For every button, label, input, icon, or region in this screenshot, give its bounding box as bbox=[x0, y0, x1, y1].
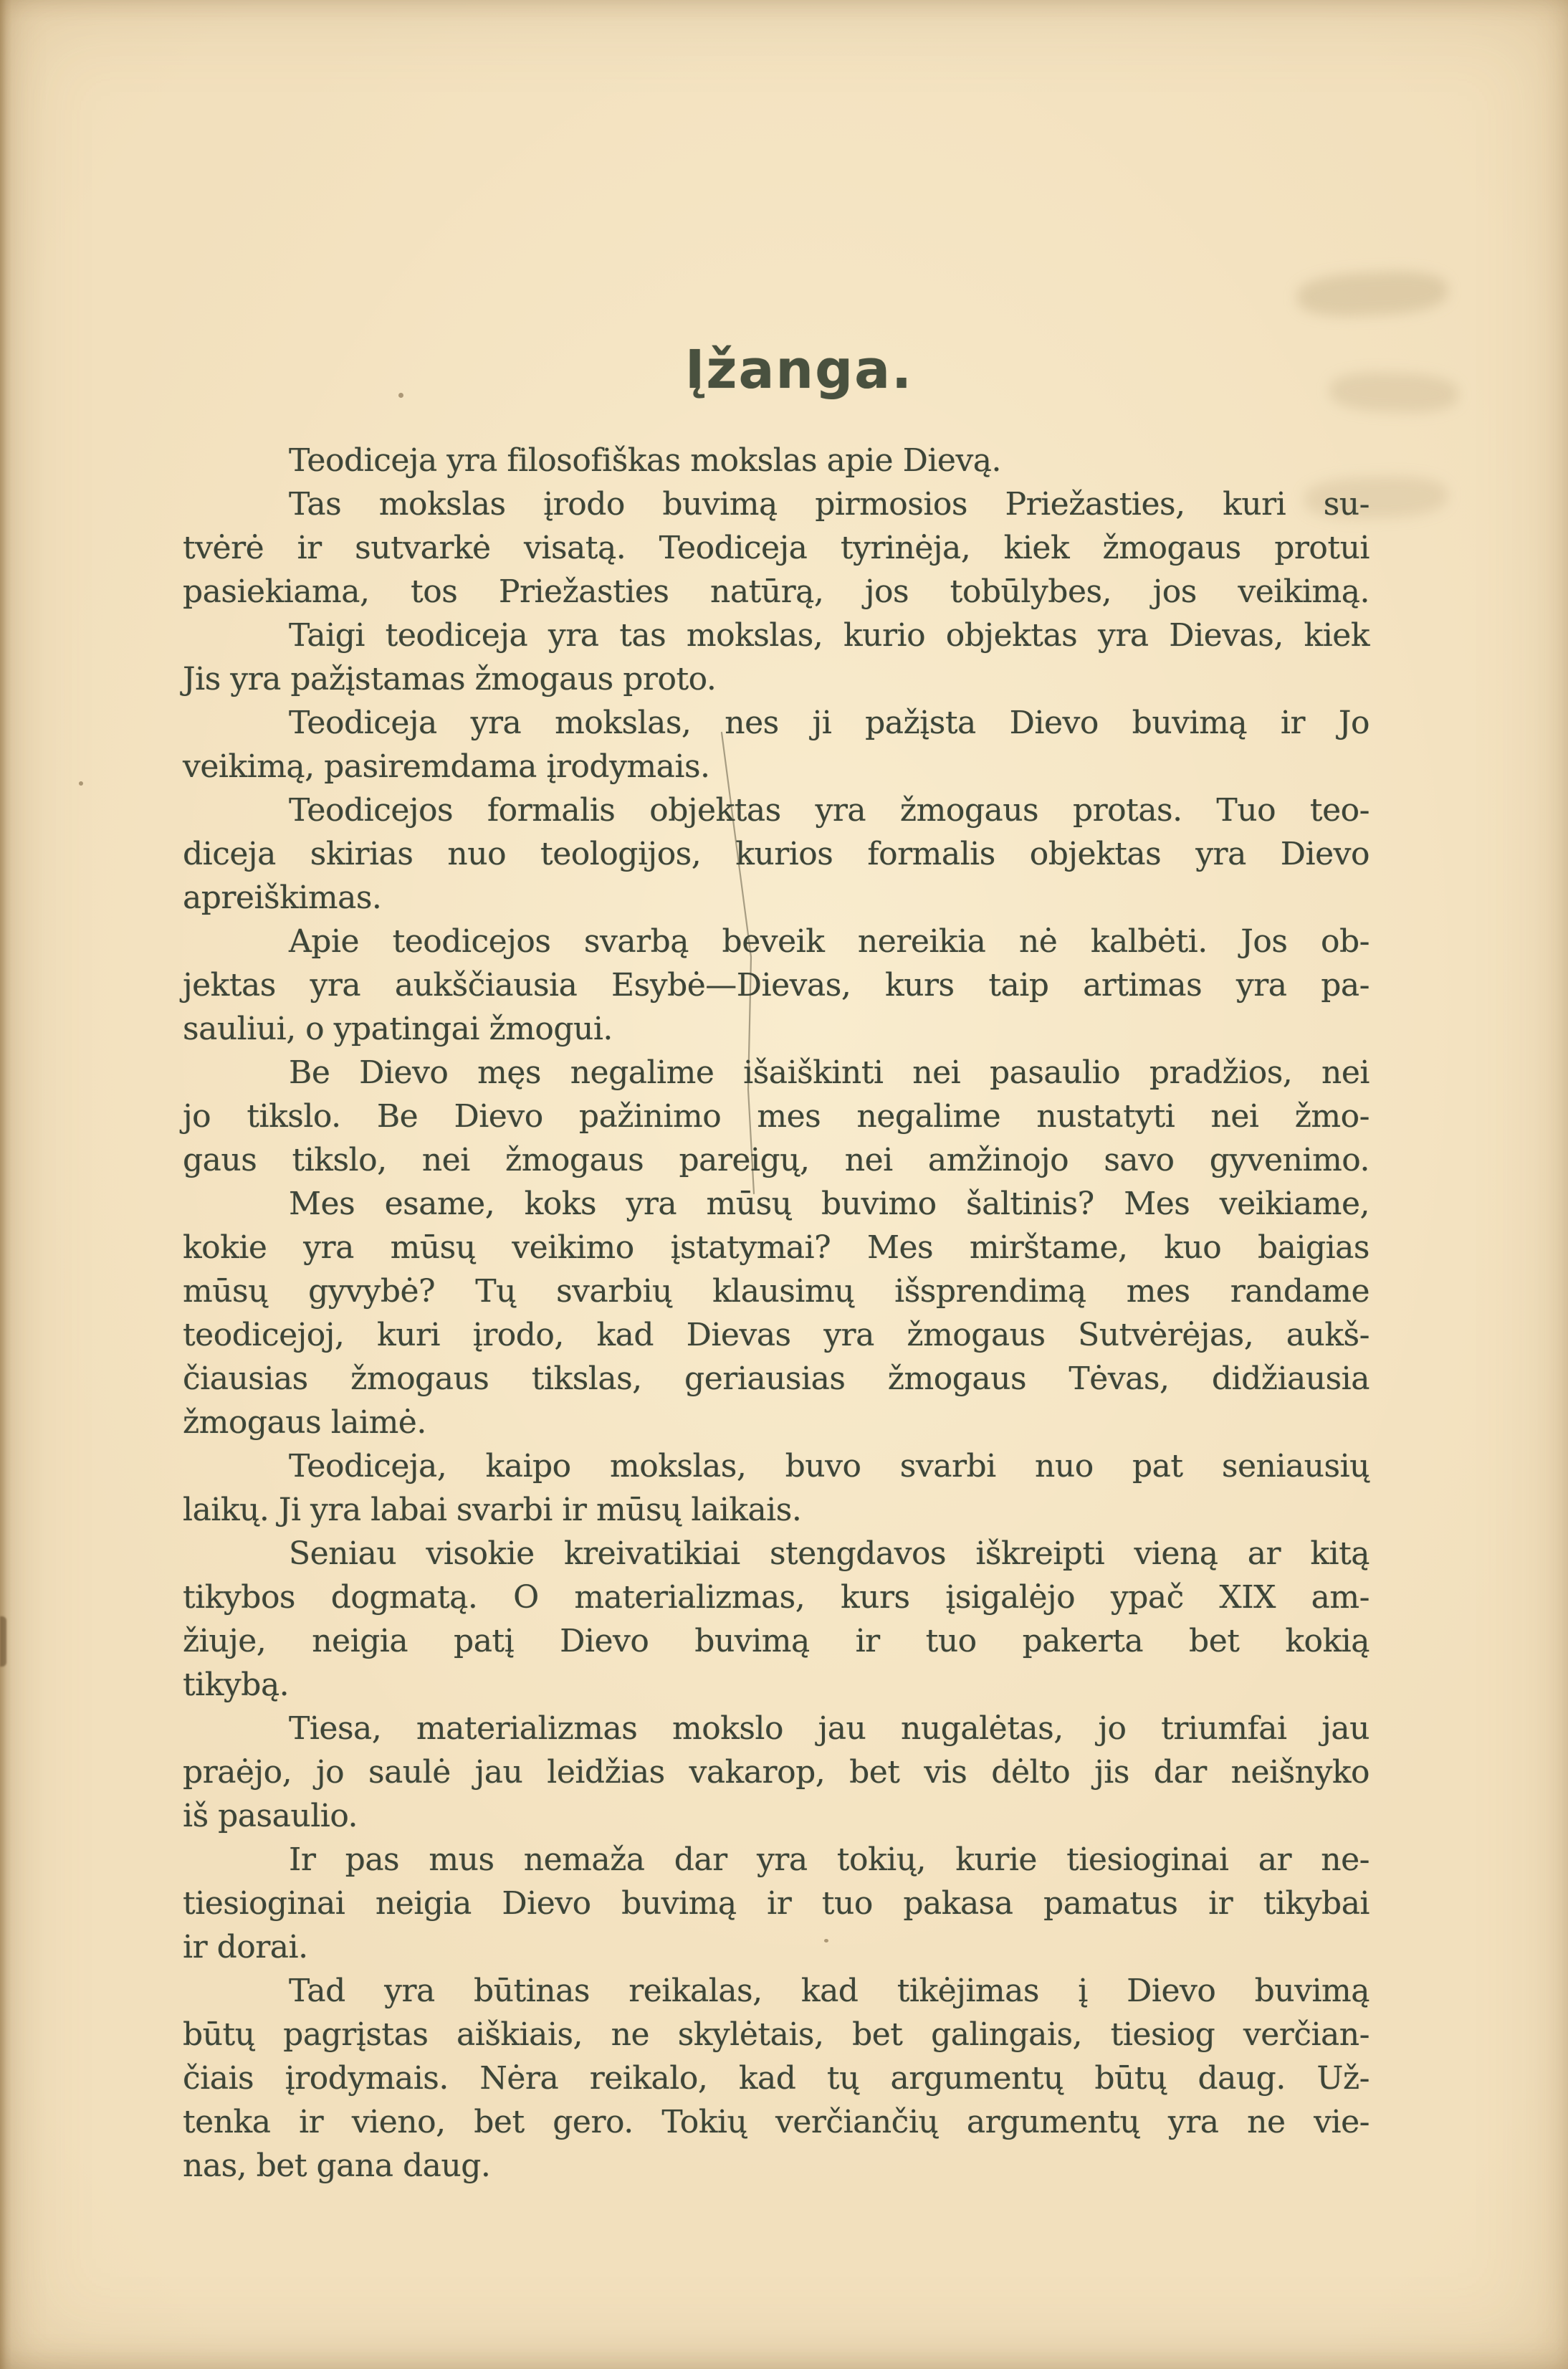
paragraph bbox=[183, 439, 1369, 482]
text-line: būtų pagrįstas aiškiais, ne skylėtais, bet galingais, tiesiog verčian- bbox=[183, 2016, 1369, 2053]
text-line: kokie yra mūsų veikimo įstatymai? Mes mirštame, kuo baigias bbox=[183, 1229, 1369, 1266]
text-line: Tad yra būtinas reikalas, kad tikėjimas į Dievo buvimą bbox=[289, 1973, 1369, 2009]
paragraph bbox=[183, 1707, 1369, 1838]
text-line: čiais įrodymais. Nėra reikalo, kad tų argumentų būtų daug. Už- bbox=[183, 2060, 1369, 2097]
text-line: Teodiceja, kaipo mokslas, buvo svarbi nuo pat seniausių bbox=[289, 1448, 1369, 1484]
text-line: tvėrė ir sutvarkė visatą. Teodiceja tyrinėja, kiek žmogaus protui bbox=[183, 530, 1369, 566]
page-left-edge-shadow bbox=[0, 0, 11, 2369]
text-line: diceja skirias nuo teologijos, kurios formalis objektas yra Dievo bbox=[183, 836, 1369, 872]
paragraph bbox=[183, 701, 1369, 788]
paragraph bbox=[183, 482, 1369, 614]
text-line: Apie teodicejos svarbą beveik nereikia nė kalbėti. Jos ob- bbox=[289, 923, 1369, 960]
text-line: pasiekiama, tos Priežasties natūrą, jos tobūlybes, jos veikimą. bbox=[183, 573, 1369, 610]
paragraph bbox=[183, 788, 1369, 920]
text-line: jo tikslo. Be Dievo pažinimo mes negalime nustatyti nei žmo- bbox=[183, 1098, 1369, 1135]
paragraph bbox=[183, 1969, 1369, 2188]
text-line: tikybos dogmatą. O materializmas, kurs įsigalėjo ypač XIX am- bbox=[183, 1579, 1369, 1616]
text-line: Seniau visokie kreivatikiai stengdavos iškreipti vieną ar kitą bbox=[289, 1535, 1369, 1572]
text-line: Mes esame, koks yra mūsų buvimo šaltinis? Mes veikiame, bbox=[289, 1186, 1369, 1222]
text-line: praėjo, jo saulė jau leidžias vakarop, bet vis dėlto jis dar neišnyko bbox=[183, 1754, 1369, 1791]
text-line: teodicejoj, kuri įrodo, kad Dievas yra žmogaus Sutvėrėjas, aukš- bbox=[183, 1317, 1369, 1353]
paragraph bbox=[183, 614, 1369, 701]
text-line: apreiškimas. bbox=[183, 880, 382, 916]
text-line: Teodiceja yra filosofiškas mokslas apie Dievą. bbox=[289, 442, 1002, 479]
text-line: laikų. Ji yra labai svarbi ir mūsų laikais. bbox=[183, 1492, 802, 1528]
paragraph bbox=[183, 1444, 1369, 1532]
text-line: ir dorai. bbox=[183, 1929, 308, 1965]
text-line: tikybą. bbox=[183, 1667, 290, 1703]
text-line: jektas yra aukščiausia Esybė—Dievas, kurs taip artimas yra pa- bbox=[183, 967, 1369, 1004]
paragraph bbox=[183, 1051, 1369, 1182]
text-line: tenka ir vieno, bet gero. Tokių verčiančių argumentų yra ne vie- bbox=[183, 2104, 1369, 2140]
text-line: Taigi teodiceja yra tas mokslas, kurio objektas yra Dievas, kiek bbox=[289, 617, 1369, 654]
paragraph bbox=[183, 1532, 1369, 1707]
text-line: nas, bet gana daug. bbox=[183, 2148, 491, 2184]
text-line: čiausias žmogaus tikslas, geriausias žmogaus Tėvas, didžiausia bbox=[183, 1360, 1369, 1397]
text-line: Tiesa, materializmas mokslo jau nugalėtas, jo triumfai jau bbox=[289, 1710, 1369, 1747]
paragraph bbox=[183, 1838, 1369, 1969]
text-line: Teodicejos formalis objektas yra žmogaus protas. Tuo teo- bbox=[289, 792, 1369, 829]
text-line: gaus tikslo, nei žmogaus pareigų, nei amžinojo savo gyvenimo. bbox=[183, 1142, 1369, 1178]
text-line: sauliui, o ypatingai žmogui. bbox=[183, 1011, 613, 1047]
body-text bbox=[183, 439, 1369, 2188]
bleedthrough-artifact bbox=[1296, 269, 1449, 320]
paper-speck bbox=[79, 781, 83, 786]
paragraph bbox=[183, 1182, 1369, 1444]
text-line: mūsų gyvybė? Tų svarbių klausimų išsprendimą mes randame bbox=[183, 1273, 1369, 1310]
text-line: Jis yra pažįstamas žmogaus proto. bbox=[183, 661, 717, 697]
text-line: žmogaus laimė. bbox=[183, 1404, 426, 1441]
text-line: Be Dievo męs negalime išaiškinti nei pasaulio pradžios, nei bbox=[289, 1054, 1369, 1091]
text-line: Teodiceja yra mokslas, nes ji pažįsta Dievo buvimą ir Jo bbox=[289, 705, 1369, 741]
text-line: veikimą, pasiremdama įrodymais. bbox=[183, 748, 710, 785]
paragraph bbox=[183, 920, 1369, 1051]
text-line: žiuje, neigia patį Dievo buvimą ir tuo pakerta bet kokią bbox=[183, 1623, 1369, 1659]
text-line: tiesioginai neigia Dievo buvimą ir tuo pakasa pamatus ir tikybai bbox=[183, 1885, 1369, 1922]
chapter-title: Įžanga. bbox=[684, 339, 914, 401]
text-line: Ir pas mus nemaža dar yra tokių, kurie tiesioginai ar ne- bbox=[289, 1841, 1369, 1878]
page-edge-nick-artifact bbox=[0, 1616, 6, 1667]
text-line: Tas mokslas įrodo buvimą pirmosios Priežasties, kuri su- bbox=[289, 486, 1369, 523]
text-line: iš pasaulio. bbox=[183, 1798, 358, 1834]
